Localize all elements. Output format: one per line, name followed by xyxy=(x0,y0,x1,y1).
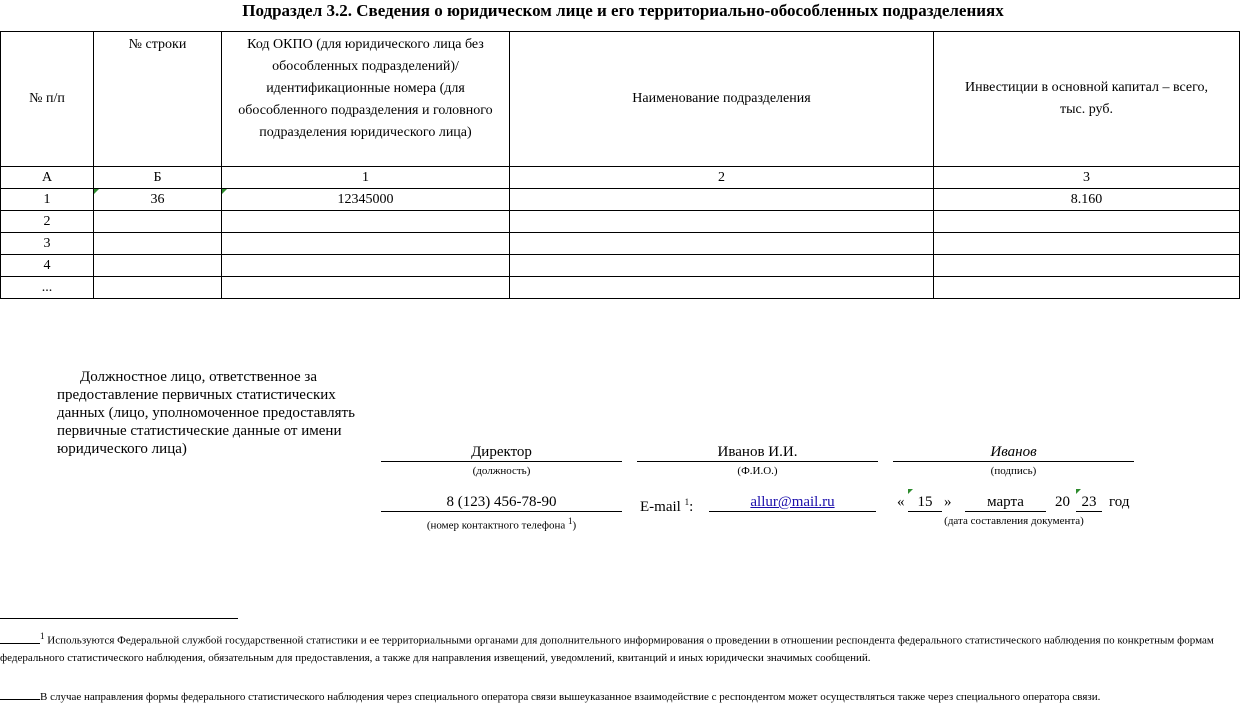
cell-okpo[interactable] xyxy=(222,277,510,299)
cell-okpo[interactable] xyxy=(222,233,510,255)
position-value: Директор xyxy=(381,443,622,462)
cell-okpo[interactable] xyxy=(222,255,510,277)
footnote-1: $^1$ Используются Федеральной службой государственной статистики и ее территориальными органами для дополнительного информирования о проведении в отношении респондента федерального статистического наблюдения по конкретным формам федерального статистического наблюдения, обязательным для предоставления, а также для направления извещений, уведомлений, квитанций и иных юридически значимых сообщений. xyxy=(0,631,1214,664)
cell-investments[interactable] xyxy=(934,255,1240,277)
cell-row-number[interactable] xyxy=(94,277,222,299)
phone-caption: (номер контактного телефона $^1$) xyxy=(426,516,577,532)
cell-npp: 4 xyxy=(1,255,94,277)
cell-division-name[interactable] xyxy=(510,211,934,233)
code-cell: А xyxy=(1,167,94,189)
cell-npp: 1 xyxy=(1,189,94,211)
table-row xyxy=(1,189,1240,211)
cell-npp: 3 xyxy=(1,233,94,255)
cell-division-name[interactable] xyxy=(510,189,934,211)
cell-investments[interactable] xyxy=(934,233,1240,255)
cell-npp: ... xyxy=(1,277,94,299)
subdivisions-table xyxy=(0,31,1240,299)
date-year[interactable]: 23 xyxy=(1081,494,1097,510)
fio-value: Иванов И.И. xyxy=(637,443,878,462)
position-field[interactable] xyxy=(381,443,622,478)
table-header-row xyxy=(1,32,1240,167)
table-row xyxy=(1,233,1240,255)
signature-field[interactable] xyxy=(893,443,1134,478)
code-cell: 1 xyxy=(222,167,510,189)
cell-okpo[interactable]: 12345000 xyxy=(222,189,510,211)
cell-npp: 2 xyxy=(1,211,94,233)
email-label: E-mail $^1$: xyxy=(640,497,694,515)
table-row xyxy=(1,277,1240,299)
cell-row-number[interactable] xyxy=(94,255,222,277)
cell-investments[interactable] xyxy=(934,211,1240,233)
table-row xyxy=(1,211,1240,233)
footnote-divider xyxy=(0,618,238,619)
fio-field[interactable] xyxy=(637,443,878,478)
header-npp: № п/п xyxy=(1,32,94,167)
fio-caption: (Ф.И.О.) xyxy=(737,465,778,477)
cell-investments[interactable]: 8.160 xyxy=(934,189,1240,211)
cell-flag-icon xyxy=(222,189,227,194)
cell-row-number[interactable]: 36 xyxy=(94,189,222,211)
header-okpo: Код ОКПО (для юридического лица без обособленных подразделений)/идентификационные номера (для обособленного подразделения и головного подразделения юридического лица) xyxy=(222,32,510,167)
cell-row-number[interactable] xyxy=(94,233,222,255)
date-month[interactable]: марта xyxy=(987,494,1024,510)
code-cell: 3 xyxy=(934,167,1240,189)
header-investments: Инвестиции в основной капитал – всего, тыс. руб. xyxy=(934,32,1240,167)
cell-flag-icon xyxy=(94,189,99,194)
signature-caption: (подпись) xyxy=(990,465,1037,477)
responsible-person-label: Должностное лицо, ответственное за предоставление первичных статистических данных (лицо, уполномоченное предоставлять первичные статистические данные от имени юридического лица) xyxy=(57,369,355,457)
cell-investments[interactable] xyxy=(934,277,1240,299)
section-title: Подраздел 3.2. Сведения о юридическом лице и его территориально-обособленных подразделениях xyxy=(242,1,1004,20)
table-code-row xyxy=(1,167,1240,189)
table-row xyxy=(1,255,1240,277)
header-division-name: Наименование подразделения xyxy=(510,32,934,167)
date-caption: (дата составления документа) xyxy=(944,515,1084,527)
date-close-quote: » xyxy=(944,494,952,510)
code-cell: Б xyxy=(94,167,222,189)
date-year-word: год xyxy=(1109,494,1130,510)
date-day[interactable]: 15 xyxy=(917,494,933,510)
cell-okpo[interactable] xyxy=(222,211,510,233)
position-caption: (должность) xyxy=(472,465,531,477)
cell-division-name[interactable] xyxy=(510,255,934,277)
date-year-prefix: 20 xyxy=(1055,494,1070,510)
cell-row-number[interactable] xyxy=(94,211,222,233)
cell-division-name[interactable] xyxy=(510,277,934,299)
header-row-number: № строки xyxy=(94,32,222,167)
footnote-2: В случае направления формы федерального статистического наблюдения через специального оператора связи вышеуказанное взаимодействие с респондентом может осуществляться также через специального оператора связи. xyxy=(0,687,1240,706)
code-cell: 2 xyxy=(510,167,934,189)
signature-value: Иванов xyxy=(893,443,1134,462)
date-open-quote: « xyxy=(897,494,905,510)
phone-field[interactable] xyxy=(381,493,622,533)
phone-value: 8 (123) 456-78-90 xyxy=(381,493,622,512)
email-link[interactable]: allur@mail.ru xyxy=(750,494,835,510)
cell-division-name[interactable] xyxy=(510,233,934,255)
